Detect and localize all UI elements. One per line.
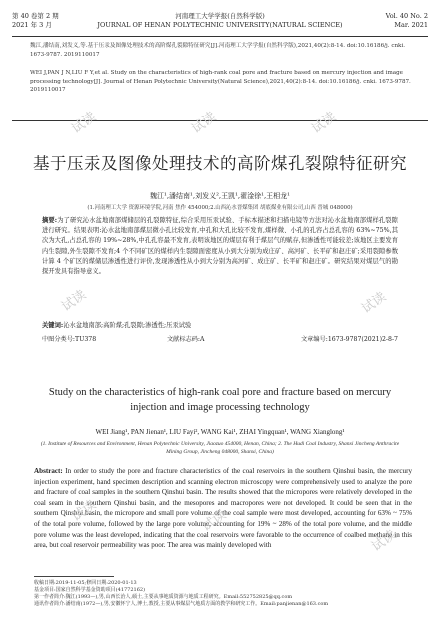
abstract-cn-label: 摘要: — [42, 217, 58, 224]
citation-rule — [12, 120, 428, 121]
header-rule — [12, 36, 428, 37]
clc-number: 中图分类号:TU378 — [42, 336, 97, 343]
authors-en: WEI Jiang¹, PAN Jienan¹, LIU Fayi², WANG Kai¹, ZHAI Yingquan¹, WANG Xianglong¹ — [95, 428, 345, 436]
watermark: 试读 — [189, 109, 220, 137]
footnote-corresponding: 通讯作者简介:潘结南(1972—),男,安徽怀宁人,博士,教授,主要从事煤层气地质方面的教学和研究工作。Email:panjienan@163.com — [34, 601, 329, 608]
keywords-cn-label: 关键词: — [42, 322, 64, 329]
header-journal-name: 河南理工大学学报(自然科学版) JOURNAL OF HENAN POLYTECHNIC UNIVERSITY(NATURAL SCIENCE) — [97, 12, 343, 29]
watermark: 试读 — [369, 527, 400, 555]
header-volume-en: Vol. 40 No. 2 Mar. 2021 — [385, 12, 428, 29]
abstract-en-label: Abstract: — [34, 467, 63, 475]
abstract-cn-text: 为了研究沁水盆地南部煤储层的孔裂隙特征,综合采用压汞试验、手标本描述和扫描电镜等方法对沁水盆地南部煤样孔裂隙进行研究。结果表明:沁水盆地南部煤层微小孔比较发育,中孔和大孔比较不发育,煤样微、小孔的孔容占总孔容的 63%~75%,其次为大孔,占总孔容的 19%~28%,中孔孔容最不发育,表明该地区的煤层有利于煤层气的赋存,但渗透性可能较差;该地区主要发育内生裂隙,外生裂隙不发育;4 个不同矿区的煤样内生裂隙面密度从小到大分别为成庄矿、高河矿、长平矿和赵庄矿;采用裂隙参数计算 4 个矿区的煤储层渗透性进行评价,发现渗透性从小到大分别为高河矿、成庄矿、长平矿和赵庄矿。研究结果对煤层气的勘探开发具有指导意义。 — [42, 217, 398, 276]
running-header — [12, 12, 428, 34]
footnote-rule — [34, 576, 114, 577]
affiliation-cn: (1.河南理工大学 资源环境学院,河南 焦作 454000;2.山西沁水晋煤集团 胡底煤业有限公司,山西 晋城 048000) — [87, 205, 353, 211]
footnote — [34, 580, 412, 608]
article-number: 文章编号:1673-9787(2021)2-8-7 — [301, 336, 398, 343]
classification-row — [42, 334, 398, 344]
footnote-received: 收稿日期:2019-11-05;修回日期:2020-01-13 — [34, 580, 137, 586]
article-title-en: Study on the characteristics of high-rank coal pore and fracture based on mercury injection and image processing technology — [48, 387, 392, 413]
affiliation-en: (1. Institute of Resources and Environment, Henan Polytechnic University, Jiaozuo 454000, Henan, China; 2. The Hudi Coal Industry, Shanxi Jincheng Anthracite Mining Group, Jincheng 048000, Shanxi, China) — [40, 441, 400, 455]
watermark: 试读 — [359, 289, 390, 317]
citation-en: WEI J,PAN J N,LIU F Y,et al. Study on the characteristics of high-rank coal pore and fracture based on mercury injection and image processing technology[J]. Journal of Henan Polytechnic University(Natural Science),2021,40(2):8-14. doi:10.16186/j. cnki. 1673-9787. 2019110017 — [30, 70, 411, 94]
keywords-cn — [42, 320, 398, 329]
footnote-fund: 基金项目:国家自然科学基金资助项目(41772162) — [34, 587, 146, 594]
header-volume-cn: 第 40 卷第 2 期 2021 年 3 月 — [12, 12, 59, 29]
watermark: 试读 — [59, 287, 90, 315]
keywords-cn-text: 沁水盆地南部;高阶煤;孔裂隙;渗透性;压汞试验 — [63, 322, 192, 329]
article-title-cn: 基于压汞及图像处理技术的高阶煤孔裂隙特征研究 — [33, 154, 407, 173]
citation-cn: 魏江,潘结南,刘发义,等.基于压汞及图像处理技术的高阶煤孔裂隙特征研究[J].河南理工大学学报(自然科学版),2021,40(2):8-14. doi:10.16186/j. cnki. 1673-9787. 2019110017 — [30, 43, 406, 58]
abstract-en-text: In order to study the pore and fracture characteristics of the coal reservoirs in the southern Qinshui basin, the mercury injection experiment, hand specimen description and scanning electron microscopy were comprehensively used to analyze the pore and fracture of coal samples in the southern Qinshui basin. The results showed that the micropores were relatively developed in the coal seam in the southern Qinshui basin, and the mesopores and macropores were not developed. It could be seen that in the southern Qinshui basin, the micropore and small pore volume of the coal sample were most developed, accounting for 63% ~ 75% of the total pore volume, followed by the large pore volume, accounting for 19% ~ 28% of the total pore volume, and the middle pore volume was the least developed, indicating that the coal reservoirs were favorable to the occurrence of coalbed methane in this area, but coal reservoir permeability was poor. The area was mainly developed with — [34, 467, 412, 550]
authors-cn: 魏江¹,潘结南¹,刘发义²,王凯¹,翟淦徐¹,王相龙¹ — [150, 192, 290, 200]
document-code: 文献标志码:A — [167, 336, 205, 343]
abstract-cn — [42, 216, 398, 277]
watermark: 试读 — [69, 109, 100, 137]
watermark: 试读 — [309, 109, 340, 137]
watermark: 试读 — [199, 507, 230, 535]
abstract-en — [34, 466, 412, 551]
watermark: 试读 — [69, 497, 100, 525]
footnote-first-author: 第一作者简介:魏江(1993—),男,山西长治人,硕士,主要从事地质资源与地质工程研究。Email:552752825@qq.com — [34, 594, 293, 601]
